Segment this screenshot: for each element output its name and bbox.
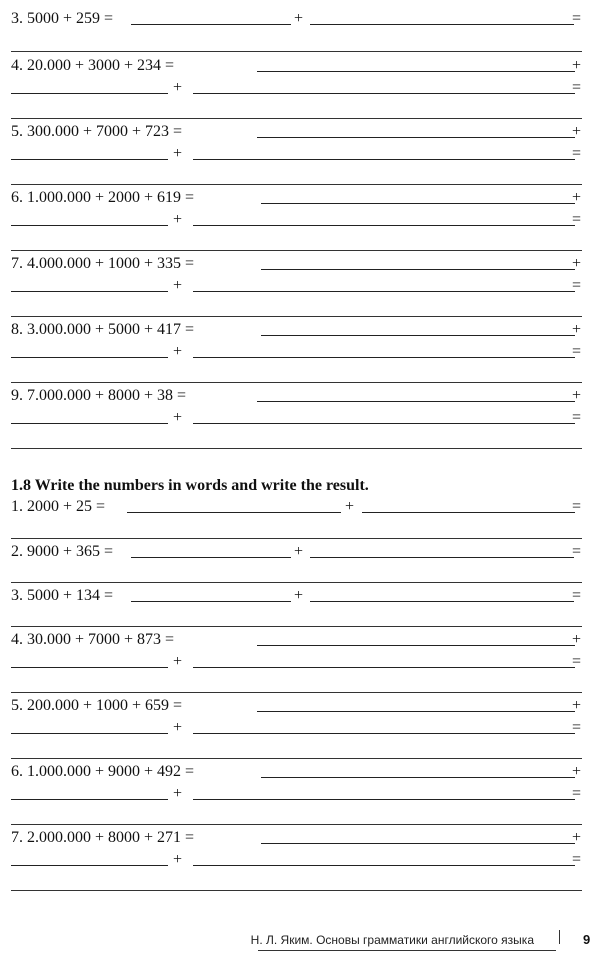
equals-sign: = <box>572 498 582 515</box>
expression: 7. 2.000.000 + 8000 + 271 = <box>11 829 195 846</box>
equals-sign: = <box>572 409 582 426</box>
answer-line[interactable] <box>310 542 574 558</box>
answer-line[interactable] <box>127 497 341 513</box>
equals-sign: = <box>572 10 582 27</box>
plus-sign: + <box>294 587 304 604</box>
plus-sign: + <box>572 321 582 338</box>
result-line[interactable] <box>11 538 582 539</box>
plus-sign: + <box>173 145 183 162</box>
answer-line[interactable] <box>131 9 291 25</box>
expression: 2. 9000 + 365 = <box>11 543 114 560</box>
answer-line[interactable] <box>131 542 291 558</box>
plus-sign: + <box>173 277 183 294</box>
exercise-item <box>11 122 582 142</box>
answer-line[interactable] <box>11 78 168 94</box>
answer-line[interactable] <box>261 762 575 778</box>
expression: 6. 1.000.000 + 9000 + 492 = <box>11 763 195 780</box>
answer-line[interactable] <box>11 408 168 424</box>
plus-sign: + <box>572 829 582 846</box>
answer-line[interactable] <box>193 276 575 292</box>
exercise-item <box>11 188 582 208</box>
answer-line[interactable] <box>193 342 575 358</box>
expression: 5. 300.000 + 7000 + 723 = <box>11 123 183 140</box>
exercise-item-continued <box>11 210 582 230</box>
answer-line[interactable] <box>257 56 575 72</box>
expression: 4. 20.000 + 3000 + 234 = <box>11 57 175 74</box>
equals-sign: = <box>572 145 582 162</box>
page-number: 9 <box>583 932 591 947</box>
exercise-item <box>11 386 582 406</box>
equals-sign: = <box>572 343 582 360</box>
equals-sign: = <box>572 79 582 96</box>
result-line[interactable] <box>11 118 582 119</box>
expression: 4. 30.000 + 7000 + 873 = <box>11 631 175 648</box>
expression: 3. 5000 + 134 = <box>11 587 114 604</box>
result-line[interactable] <box>11 582 582 583</box>
exercise-item-continued <box>11 78 582 98</box>
answer-line[interactable] <box>193 850 575 866</box>
answer-line[interactable] <box>11 144 168 160</box>
footer-book-title: Н. Л. Яким. Основы грамматики английского языка <box>250 933 534 947</box>
section-heading: 1.8 Write the numbers in words and write the result. <box>11 477 369 494</box>
exercise-item-continued <box>11 144 582 164</box>
answer-line[interactable] <box>261 188 575 204</box>
answer-line[interactable] <box>11 210 168 226</box>
result-line[interactable] <box>11 626 582 627</box>
plus-sign: + <box>173 719 183 736</box>
answer-line[interactable] <box>261 828 575 844</box>
answer-line[interactable] <box>11 342 168 358</box>
result-line[interactable] <box>11 758 582 759</box>
exercise-item-continued <box>11 408 582 428</box>
expression: 8. 3.000.000 + 5000 + 417 = <box>11 321 195 338</box>
answer-line[interactable] <box>193 78 575 94</box>
result-line[interactable] <box>11 250 582 251</box>
equals-sign: = <box>572 851 582 868</box>
plus-sign: + <box>572 697 582 714</box>
exercise-item <box>11 254 582 274</box>
result-line[interactable] <box>11 51 582 52</box>
exercise-item-continued <box>11 718 582 738</box>
exercise-item <box>11 542 582 562</box>
answer-line[interactable] <box>11 784 168 800</box>
answer-line[interactable] <box>131 586 291 602</box>
answer-line[interactable] <box>310 586 574 602</box>
plus-sign: + <box>173 343 183 360</box>
expression: 7. 4.000.000 + 1000 + 335 = <box>11 255 195 272</box>
exercise-item <box>11 56 582 76</box>
result-line[interactable] <box>11 692 582 693</box>
exercise-item <box>11 497 582 517</box>
plus-sign: + <box>572 189 582 206</box>
answer-line[interactable] <box>257 630 575 646</box>
equals-sign: = <box>572 785 582 802</box>
answer-line[interactable] <box>11 276 168 292</box>
exercise-item <box>11 630 582 650</box>
plus-sign: + <box>173 409 183 426</box>
exercise-item-continued <box>11 276 582 296</box>
equals-sign: = <box>572 211 582 228</box>
expression: 5. 200.000 + 1000 + 659 = <box>11 697 183 714</box>
plus-sign: + <box>173 211 183 228</box>
plus-sign: + <box>572 255 582 272</box>
result-line[interactable] <box>11 382 582 383</box>
answer-line[interactable] <box>193 210 575 226</box>
answer-line[interactable] <box>257 122 575 138</box>
plus-sign: + <box>173 851 183 868</box>
answer-line[interactable] <box>261 254 575 270</box>
exercise-item <box>11 828 582 848</box>
exercise-item <box>11 696 582 716</box>
answer-line[interactable] <box>193 144 575 160</box>
plus-sign: + <box>345 498 355 515</box>
equals-sign: = <box>572 719 582 736</box>
answer-line[interactable] <box>193 652 575 668</box>
exercise-item <box>11 586 582 606</box>
equals-sign: = <box>572 277 582 294</box>
exercise-item <box>11 320 582 340</box>
exercise-item <box>11 762 582 782</box>
result-line[interactable] <box>11 890 582 891</box>
exercise-item-continued <box>11 784 582 804</box>
expression: 1. 2000 + 25 = <box>11 498 106 515</box>
plus-sign: + <box>173 79 183 96</box>
expression: 9. 7.000.000 + 8000 + 38 = <box>11 387 187 404</box>
equals-sign: = <box>572 653 582 670</box>
result-line[interactable] <box>11 448 582 449</box>
answer-line[interactable] <box>11 718 168 734</box>
answer-line[interactable] <box>362 497 575 513</box>
equals-sign: = <box>572 543 582 560</box>
equals-sign: = <box>572 587 582 604</box>
answer-line[interactable] <box>193 718 575 734</box>
exercise-item <box>11 9 582 29</box>
expression: 6. 1.000.000 + 2000 + 619 = <box>11 189 195 206</box>
plus-sign: + <box>572 123 582 140</box>
expression: 3. 5000 + 259 = <box>11 10 114 27</box>
exercise-item-continued <box>11 850 582 870</box>
answer-line[interactable] <box>193 408 575 424</box>
plus-sign: + <box>572 631 582 648</box>
answer-line[interactable] <box>310 9 574 25</box>
footer-divider <box>559 930 560 944</box>
footer-rule <box>258 950 556 951</box>
answer-line[interactable] <box>11 652 168 668</box>
exercise-item-continued <box>11 342 582 362</box>
answer-line[interactable] <box>261 320 575 336</box>
plus-sign: + <box>173 785 183 802</box>
plus-sign: + <box>572 57 582 74</box>
plus-sign: + <box>294 543 304 560</box>
answer-line[interactable] <box>257 696 575 712</box>
plus-sign: + <box>294 10 304 27</box>
result-line[interactable] <box>11 184 582 185</box>
exercise-item-continued <box>11 652 582 672</box>
plus-sign: + <box>173 653 183 670</box>
result-line[interactable] <box>11 316 582 317</box>
answer-line[interactable] <box>11 850 168 866</box>
answer-line[interactable] <box>257 386 575 402</box>
plus-sign: + <box>572 763 582 780</box>
answer-line[interactable] <box>193 784 575 800</box>
result-line[interactable] <box>11 824 582 825</box>
plus-sign: + <box>572 387 582 404</box>
